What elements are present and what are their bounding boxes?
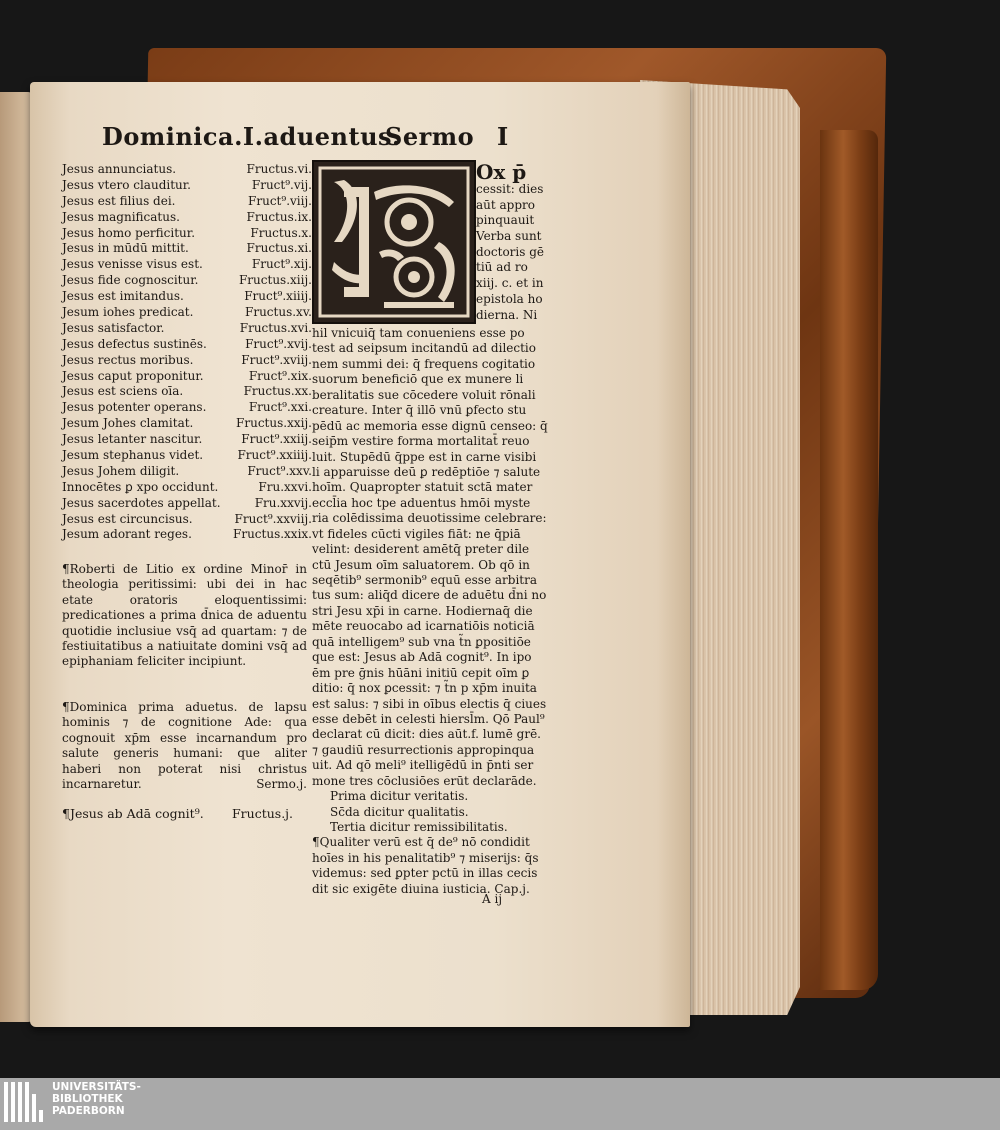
fructus-number: Fruct⁹.vij.: [251, 177, 312, 192]
text-line: hoīm. Quapropter statuit sctā mater: [312, 480, 533, 495]
woodcut-initial-image: [312, 160, 476, 324]
fructus-title: Jesus fide cognoscitur.: [62, 273, 199, 288]
sermon-body: [312, 326, 552, 897]
text-line: hoīes in his penalitatib⁹ ⁊ miserijs: q̄s: [312, 850, 539, 865]
fructus-title: Jesus est filius dei.: [62, 193, 176, 208]
text-line: Tertia dicitur remissibilitatis.: [330, 820, 508, 834]
running-header: [102, 122, 552, 158]
fructus-number: Fructus.xx.: [243, 384, 312, 399]
fructus-title: Jesum iohes predicat.: [62, 305, 194, 320]
library-logo-text: [52, 1081, 141, 1117]
fructus-row: [62, 178, 312, 194]
library-name-line1: UNIVERSITÄTS-: [52, 1081, 141, 1093]
text-line: stri Jesu xp̄i in carne. Hodiernaq̄ die: [312, 603, 533, 618]
fructus-row: [62, 226, 312, 242]
fructus-number: Fruct⁹.xxiiij.: [237, 448, 312, 463]
fructus-row: [62, 162, 312, 178]
text-line: ditio: q̄ nox ꝑcessit: ⁊ t̃n p xp̄m inuita: [312, 681, 537, 696]
text-line: tiū ad ro: [476, 260, 528, 275]
fructus-heading-text: ¶Jesus ab Adā cognit⁹.: [62, 806, 204, 821]
fructus-row: [62, 210, 312, 226]
text-line: Ox p̄: [476, 160, 527, 184]
fructus-title: Jesus Johem diligit.: [62, 463, 180, 478]
fructus-row: [62, 337, 312, 353]
incipit-paragraph: ¶Roberti de Litio ex ordine Minor̄ in theologia peritissimi: ubi dei in hac etate oratoris eloquentissimi: predicationes a prima d̄nica de aduentu quotidie inclusiue vsq̄ ad quartam: ⁊ de festiuitatibus a natiuitate domini vsq̄ ad epiphaniam feliciter incipiunt.: [62, 562, 307, 669]
text-line: pēdū ac memoria esse dignū censeo: q̄: [312, 418, 548, 433]
fructus-title: Jesus est imitandus.: [62, 289, 184, 304]
text-line: ctū Jesum oīm saluatorem. Ob qō in: [312, 557, 530, 572]
fructus-row: [62, 321, 312, 337]
text-line: suorum beneficiō que ex munere li: [312, 372, 524, 387]
fructus-number: Fructus.xvi.: [239, 320, 312, 335]
text-line: uit. Ad qō meli⁹ itelligēdū in p̄nti ser: [312, 758, 534, 773]
text-line: dierna. Ni: [476, 307, 538, 322]
fructus-number: Fructus.vi.: [246, 162, 312, 176]
text-line: eccl̄ia hoc tpe aduentus hmōi myste: [312, 495, 531, 510]
header-number: I: [497, 122, 509, 151]
fructus-title: Jesus homo perficitur.: [62, 225, 196, 240]
library-name-line3: PADERBORN: [52, 1105, 125, 1117]
fructus-row: [62, 305, 312, 321]
fructus-number: Fruct⁹.xvij.: [245, 336, 312, 351]
fructus-row: [62, 289, 312, 305]
header-sermo: Sermo: [385, 122, 475, 151]
text-line: test ad seipsum incitandū ad dilectio: [312, 341, 536, 356]
text-line: luit. Stupēdū q̄ppe est in carne visibi: [312, 449, 537, 464]
fructus-title: Jesus rectus moribus.: [62, 352, 194, 367]
fructus-number: Fruct⁹.xxi.: [248, 400, 312, 415]
fructus-heading: [62, 806, 307, 821]
fructus-number: Fru.xxvij.: [254, 495, 312, 510]
library-footer: [0, 1078, 1000, 1130]
fructus-list: [62, 162, 312, 543]
fructus-title: Innocētes ꝑ xpo occidunt.: [62, 479, 219, 494]
fructus-row: [62, 480, 312, 496]
fructus-title: Jesus vtero clauditur.: [62, 177, 191, 192]
fructus-row: [62, 257, 312, 273]
text-line: ¶Qualiter verū est q̄ de⁹ nō condidit: [312, 835, 530, 850]
fructus-title: Jesus est sciens oīa.: [62, 384, 184, 399]
fructus-row: [62, 241, 312, 257]
fructus-title: Jesus magnificatus.: [62, 209, 180, 224]
text-line: seip̄m vestire forma mortalitat̄ reuo: [312, 434, 530, 449]
header-title: Dominica.I.aduentus.: [102, 122, 401, 151]
text-line: quā intelligem⁹ sub vna t̃n ꝑpositiōe: [312, 634, 531, 649]
fructus-number: Fructus.xxij.: [236, 416, 312, 431]
fructus-row: [62, 400, 312, 416]
text-line: doctoris gē: [476, 244, 545, 259]
signature-mark: A ij: [482, 892, 503, 906]
fructus-number: Fructus.xiij.: [238, 273, 312, 288]
fructus-row: [62, 369, 312, 385]
fructus-title: Jesum stephanus videt.: [62, 448, 204, 463]
text-line: epistola ho: [476, 291, 543, 306]
fructus-title: Jesum adorant reges.: [62, 527, 192, 542]
fructus-number: Fructus.xv.: [245, 305, 312, 320]
fructus-row: [62, 194, 312, 210]
text-line: est salus: ⁊ sibi in oībus electis q̄ ciues: [312, 696, 547, 711]
text-line: Verba sunt: [476, 229, 542, 244]
text-line: declarat cū dicit: dies aūt.f. lumē grē.: [312, 727, 541, 742]
text-line: ria colēdissima deuotissime celebrare:: [312, 511, 547, 526]
fructus-number: Fruct⁹.xxv.: [247, 463, 312, 478]
fructus-title: Jesus annunciatus.: [62, 162, 177, 176]
text-line: vt fideles cūcti vigiles fiāt: ne q̄piā: [312, 526, 521, 541]
fructus-row: [62, 432, 312, 448]
text-line: aūt appro: [476, 197, 535, 212]
text-line: seqētib⁹ sermonib⁹ equū esse arbitra: [312, 573, 537, 587]
fructus-number: Fruct⁹.xxviij.: [234, 511, 312, 526]
text-line: que est: Jesus ab Adā cognit⁹. In ipo: [312, 650, 532, 665]
fructus-number: Fru.xxvi.: [258, 479, 312, 494]
text-line: Prima dicitur veritatis.: [330, 789, 469, 804]
sermon-heading-text: ¶Dominica prima aduetus. de lapsu hominis ⁊ de cognitione Ade: qua cognouit xp̄m esse incarnandum pro salute generis humani: que aliter haberi non poterat nisi christus incarnaretur.: [62, 700, 307, 792]
fructus-title: Jesus in mūdū mittit.: [62, 241, 189, 256]
fructus-row: [62, 448, 312, 464]
text-line: li apparuisse deū ꝑ redēptiōe ⁊ salute: [312, 464, 541, 479]
fructus-row: [62, 527, 312, 543]
fructus-title: Jesus defectus sustinēs.: [62, 336, 207, 351]
fructus-title: Jesus potenter operans.: [62, 400, 207, 415]
text-line: creature. Inter q̄ illō vnū ꝑfecto stu: [312, 403, 527, 418]
verso-page-edge: [0, 92, 34, 1022]
text-line: hil vnicuiq̄ tam conueniens esse po: [312, 326, 525, 340]
library-name-line2: BIBLIOTHEK: [52, 1093, 123, 1105]
library-logo-icon: [4, 1082, 48, 1126]
fructus-row: [62, 512, 312, 528]
fructus-row: [62, 273, 312, 289]
fructus-number: Fruct⁹.xxiij.: [241, 432, 312, 447]
text-line: nem summi dei: q̄ frequens cogitatio: [312, 356, 536, 371]
fructus-title: Jesum Johes clamitat.: [62, 416, 194, 431]
text-line: ⁊ gaudiū resurrectionis appropinqua: [312, 742, 535, 757]
fructus-title: Jesus satisfactor.: [62, 320, 165, 335]
fructus-row: [62, 464, 312, 480]
fructus-title: Jesus letanter nascitur.: [62, 432, 203, 447]
fructus-heading-number: Fructus.j.: [232, 806, 294, 821]
fructus-number: Fruct⁹.xiiij.: [244, 289, 312, 304]
fructus-row: [62, 416, 312, 432]
fructus-number: Fruct⁹.xij.: [251, 257, 312, 272]
text-line: pinquauit: [476, 213, 535, 228]
sermon-heading: [62, 700, 307, 792]
fructus-title: Jesus est circuncisus.: [62, 511, 193, 526]
recto-page: [30, 82, 690, 1027]
text-line: mēte reuocabo ad icarnatiōis noticiā: [312, 619, 535, 634]
cover-edge: [820, 130, 878, 990]
sermon-number: Sermo.j.: [256, 777, 307, 792]
fructus-row: [62, 353, 312, 369]
fructus-number: Fructus.xi.: [246, 241, 312, 256]
fructus-number: Fructus.ix.: [246, 209, 312, 224]
fructus-number: Fructus.x.: [250, 225, 312, 240]
text-beside-initial: [476, 162, 554, 323]
text-line: xiij. c. et in: [476, 276, 544, 291]
fructus-title: Jesus venisse visus est.: [62, 257, 203, 272]
text-line: mone tres cōclusiōes erūt declarāde.: [312, 773, 537, 788]
text-line: ēm pre ḡnis hūāni initiū cepit oīm ꝑ: [312, 665, 530, 680]
fructus-title: Jesus caput proponitur.: [62, 368, 204, 383]
fructus-number: Fruct⁹.xviij.: [241, 352, 312, 367]
text-line: dit sic exigēte diuina iusticia. Cap.j.: [312, 881, 530, 896]
text-line: velint: desiderent amētq̄ preter dile: [312, 542, 530, 557]
fructus-title: Jesus sacerdotes appellat.: [62, 495, 221, 510]
text-line: videmus: sed ꝑpter pctū in illas cecis: [312, 866, 538, 881]
text-line: Sc̄da dicitur qualitatis.: [330, 804, 469, 819]
text-line: esse debēt in celesti hiersl̄m. Qō Paul⁹: [312, 711, 545, 726]
fructus-row: [62, 496, 312, 512]
fructus-number: Fructus.xxix.: [233, 527, 312, 542]
text-line: tus sum: aliq̄d dicere de aduētu d̄ni no: [312, 588, 547, 603]
text-line: cessit: dies: [476, 182, 544, 196]
fructus-number: Fruct⁹.viij.: [248, 193, 312, 208]
fructus-row: [62, 384, 312, 400]
fructus-number: Fruct⁹.xix.: [248, 368, 312, 383]
text-line: beralitatis sue cōcedere voluit rōnali: [312, 387, 536, 402]
